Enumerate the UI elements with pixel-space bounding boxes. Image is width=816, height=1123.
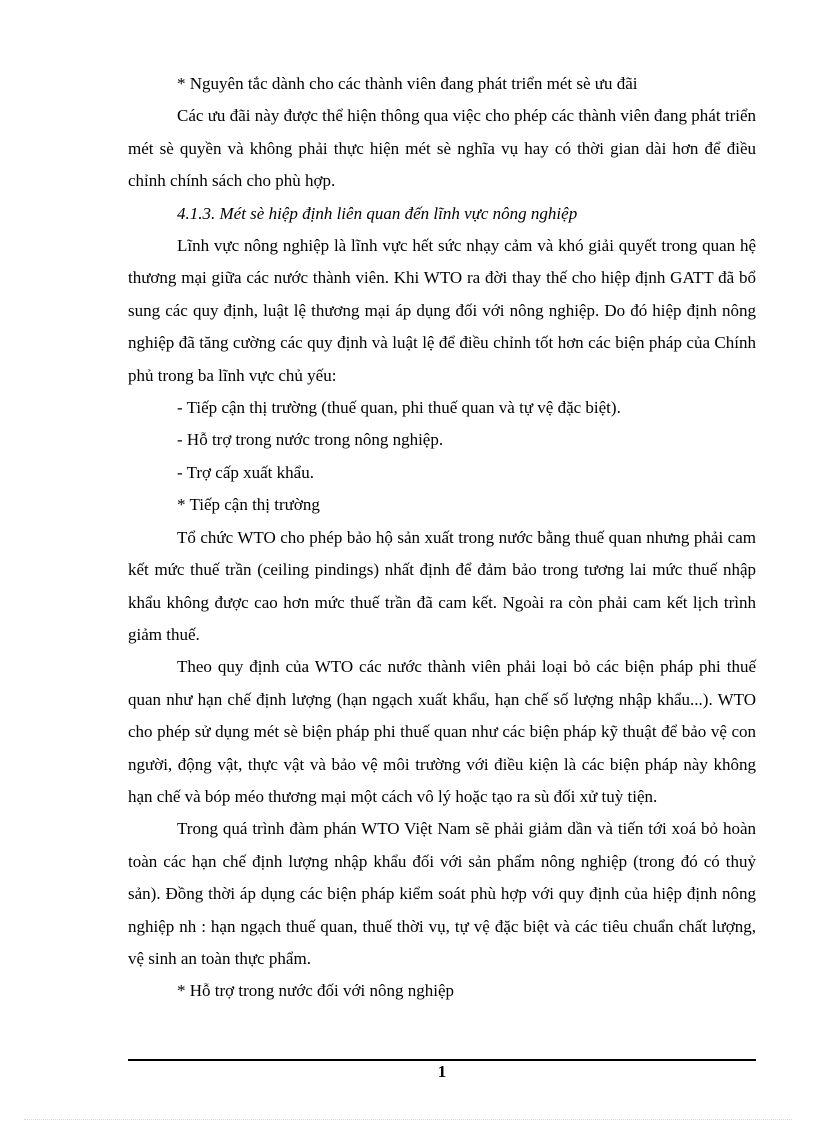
paragraph-non-tariff-measures: Theo quy định của WTO các nước thành viên phải loại bỏ các biện pháp phi thuế quan như hạn chế định lượng (hạn ngạch xuất khẩu, hạn chế số lượng nhập khẩu...). WTO cho phép sử dụng mét sè biện pháp phi thuế quan như các biện pháp kỹ thuật để bảo vệ con người, động vật, thực vật và bảo vệ môi trường với điều kiện là các biện pháp này không hạn chế và bóp méo thương mại một cách vô lý hoặc tạo ra sù đối xử tuỳ tiện.: [128, 657, 756, 806]
paragraph-preferences: Các ưu đãi này được thể hiện thông qua việc cho phép các thành viên đang phát triển mét sè quyền và không phải thực hiện mét sè nghĩa vụ hay có thời gian dài hơn để điều chỉnh chính sách cho phù hợp.: [128, 106, 756, 191]
paragraph-market-access-heading: * Tiếp cận thị trường: [177, 495, 320, 515]
list-item-export-subsidy: - Trợ cấp xuất khẩu.: [177, 462, 314, 482]
paragraph-domestic-support-heading: * Hỗ trợ trong nước đối với nông nghiệp: [177, 981, 454, 1001]
section-heading-4-1-3: 4.1.3. Mét sè hiệp định liên quan đến lĩnh vực nông nghiệp: [177, 203, 578, 223]
footer-divider: [128, 1059, 756, 1061]
page-number: 1: [437, 1062, 447, 1081]
paragraph-principle-heading: * Nguyên tắc dành cho các thành viên đang phát triển mét sè ưu đãi: [177, 74, 638, 93]
body-text: [128, 68, 756, 1008]
list-item-market-access: - Tiếp cận thị trường (thuế quan, phi thuế quan và tự vệ đặc biệt).: [177, 398, 621, 418]
paragraph-agriculture-intro: Lĩnh vực nông nghiệp là lĩnh vực hết sức nhạy cảm và khó giải quyết trong quan hệ thương mại giữa các nước thành viên. Khi WTO ra đời thay thế cho hiệp định GATT đã bổ sung các quy định, luật lệ thương mại áp dụng đối với nông nghiệp. Do đó hiệp định nông nghiệp đã tăng cường các quy định và luật lệ để điều chỉnh tốt hơn các biện pháp của Chính phủ trong ba lĩnh vực chủ yếu:: [128, 236, 756, 385]
paragraph-tariff-protection: Tổ chức WTO cho phép bảo hộ sản xuất trong nước bằng thuế quan nhưng phải cam kết mức thuế trần (ceiling pindings) nhất định để đảm bảo trong tương lai mức thuế nhập khẩu không được cao hơn mức thuế trần đã cam kết. Ngoài ra còn phải cam kết lịch trình giảm thuế.: [128, 527, 756, 644]
list-item-domestic-support: - Hỗ trợ trong nước trong nông nghiệp.: [177, 430, 444, 450]
paragraph-vietnam-negotiation: Trong quá trình đàm phán WTO Việt Nam sẽ phải giảm dần và tiến tới xoá bỏ hoàn toàn các hạn chế định lượng nhập khẩu đối với sản phẩm nông nghiệp (trong đó có thuỷ sản). Đồng thời áp dụng các biện pháp kiểm soát phù hợp với quy định của hiệp định nông nghiệp nh : hạn ngạch thuế quan, thuế thời vụ, tự vệ đặc biệt và các tiêu chuẩn chất lượng, vệ sinh an toàn thực phẩm.: [128, 819, 756, 968]
page-bottom-dotted-border: [24, 1119, 792, 1120]
